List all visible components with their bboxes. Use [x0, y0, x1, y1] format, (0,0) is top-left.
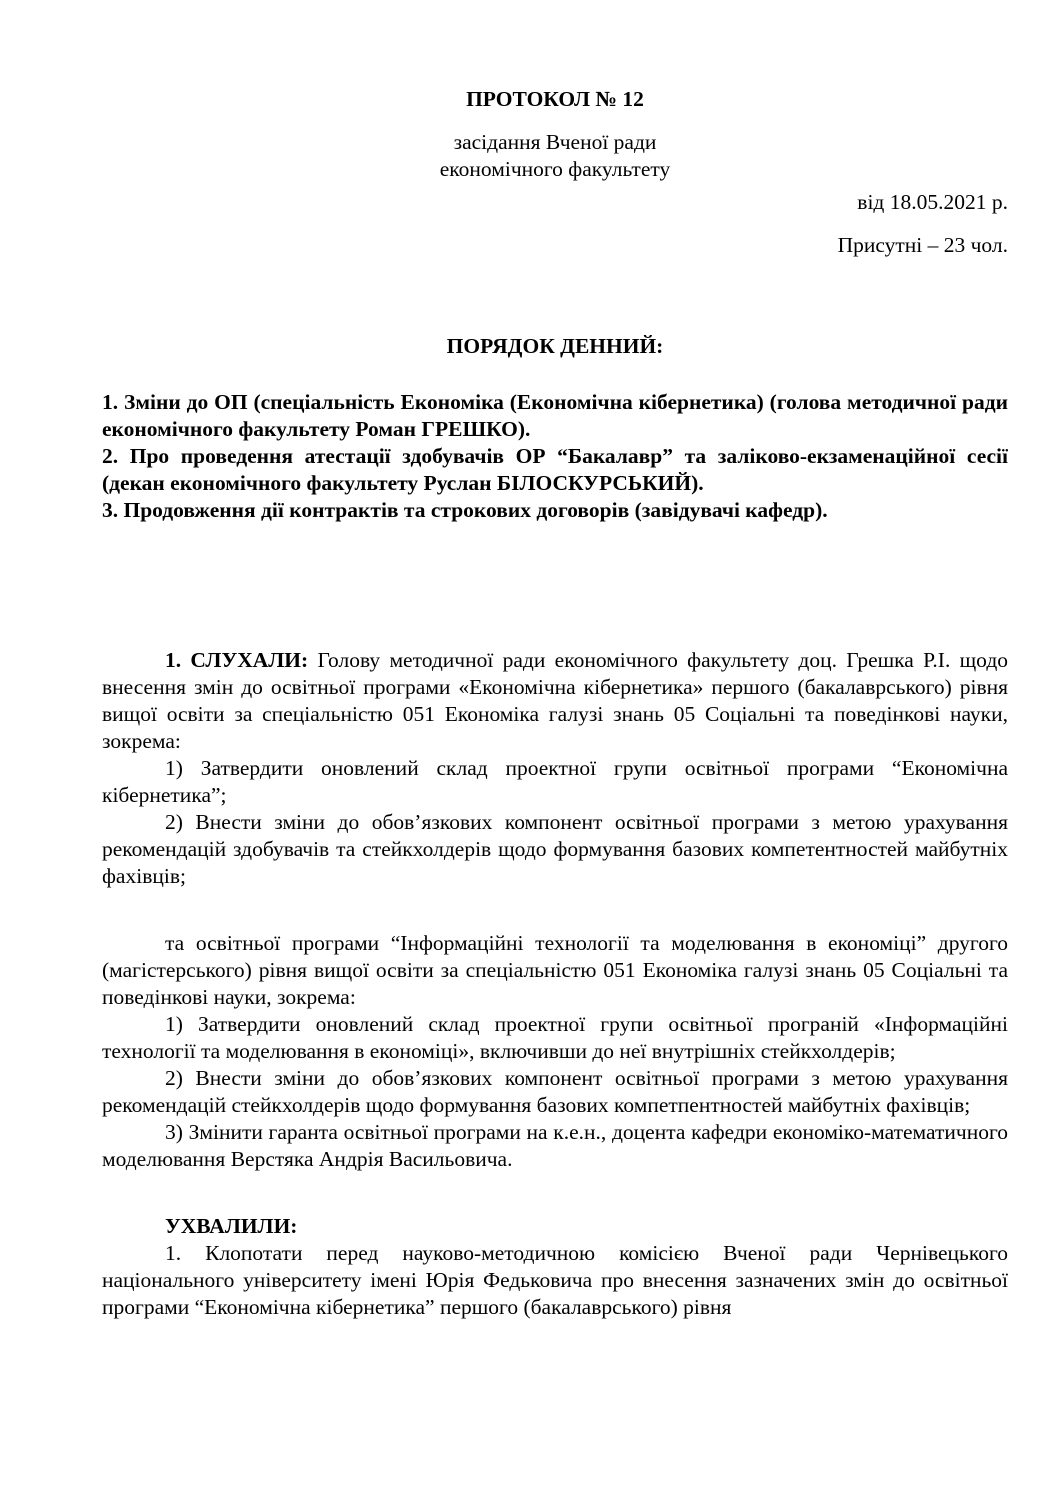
spacer	[102, 1173, 1008, 1213]
document-title: ПРОТОКОЛ № 12	[466, 87, 644, 111]
subtitle-line-2: економічного факультету	[439, 157, 671, 181]
heard-label: 1. СЛУХАЛИ:	[165, 648, 309, 672]
document-body	[102, 647, 1008, 1321]
meeting-date: від 18.05.2021 р.	[857, 190, 1008, 214]
spacer	[102, 890, 1008, 930]
agenda-list	[102, 389, 1008, 524]
heard-paragraph	[102, 647, 1008, 755]
heard-program2-point-2: 2) Внести зміни до обов’язкових компонент освітньої програми з метою урахування рекомендацій стейкхолдерів щодо формування базових компетпентностей майбутніх фахівців;	[102, 1066, 1008, 1117]
agenda-item-3: 3. Продовження дії контрактів та строкових договорів (завідувачі кафедр).	[102, 498, 828, 522]
heard-program2-point-3: 3) Змінити гаранта освітньої програми на к.е.н., доцента кафедри економіко-математичного моделювання Верстяка Андрія Васильовича.	[102, 1120, 1008, 1171]
resolved-point-1: 1. Клопотати перед науково-методичною комісією Вченої ради Чернівецького національного університету імені Юрія Федьковича про внесення зазначених змін до освітньої програми “Економічна кібернетика” першого (бакалаврського) рівня	[102, 1241, 1008, 1319]
heard-intro: Голову методичної ради економічного факультету доц. Грешка Р.І. щодо внесення змін до освітньої програми «Економічна кібернетика» першого (бакалаврського) рівня вищої освіти за спеціальністю 051 Економіка галузі знань 05 Соціальні та поведінкові науки, зокрема:	[102, 648, 1009, 753]
agenda-item-1: 1. Зміни до ОП (спеціальність Економіка (Економічна кібернетика) (голова методичної ради економічного факультету Роман ГРЕШКО).	[102, 390, 1008, 441]
attendance-count: Присутні – 23 чол.	[837, 233, 1008, 257]
subtitle-line-1: засідання Вченої ради	[453, 130, 657, 154]
heard-point-2: 2) Внести зміни до обов’язкових компонент освітньої програми з метою урахування рекомендацій здобувачів та стейкхолдерів щодо формування базових компетентностей майбутніх фахівців;	[102, 810, 1008, 888]
agenda-heading: ПОРЯДОК ДЕННИЙ:	[446, 334, 664, 358]
document-subtitle	[102, 129, 1008, 183]
heard-point-1: 1) Затвердити оновлений склад проектної групи освітньої програми “Економічна кібернетика”;	[102, 756, 1008, 807]
resolved-label: УХВАЛИЛИ:	[165, 1214, 298, 1238]
heard-intro-2: та освітньої програми “Інформаційні технології та моделювання в економіці” другого (магістерського) рівня вищої освіти за спеціальністю 051 Економіка галузі знань 05 Соціальні та поведінкові науки, зокрема:	[102, 931, 1008, 1009]
agenda-item-2: 2. Про проведення атестації здобувачів ОР “Бакалавр” та заліково-екзаменаційної сесії (декан економічного факультету Руслан БІЛОСКУРСЬКИЙ).	[102, 444, 1008, 495]
heard-program2-point-1: 1) Затвердити оновлений склад проектної групи освітньої програній «Інформаційні технології та моделювання в економіці», включивши до неї внутрішніх стейкхолдерів;	[102, 1012, 1008, 1063]
